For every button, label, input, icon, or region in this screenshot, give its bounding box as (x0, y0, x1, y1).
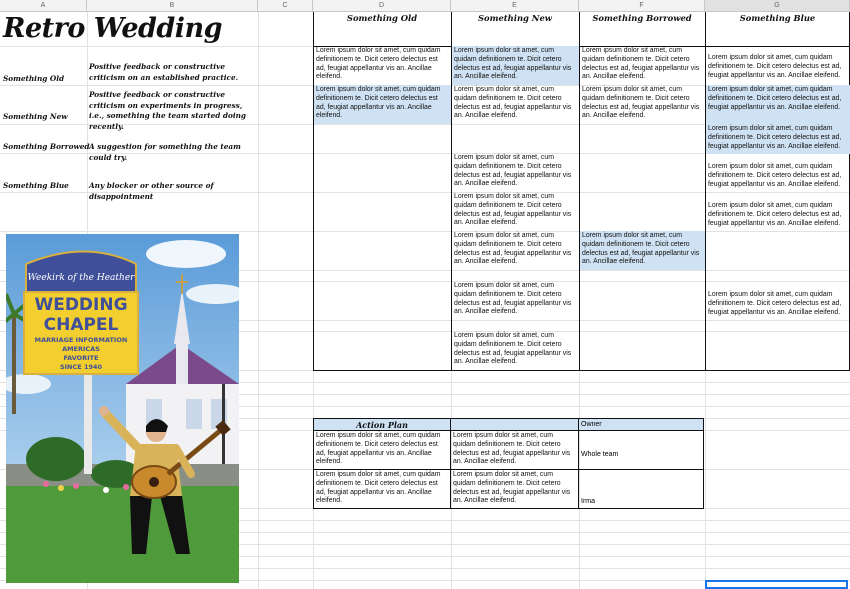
note-cell[interactable]: Lorem ipsum dolor sit amet, cum quidam definitionem te. Dicit cetero delectus est ad, feugiat appellantur vis an. Ancillae eleifend. (454, 232, 572, 266)
row-label-something-new: Something New (3, 112, 68, 121)
note-cell[interactable]: Lorem ipsum dolor sit amet, cum quidam definitionem te. Dicit cetero delectus est ad, feugiat appellantur vis an. Ancillae eleifend. (454, 86, 572, 120)
note-cell[interactable]: Lorem ipsum dolor sit amet, cum quidam definitionem te. Dicit cetero delectus est ad, feugiat appellantur vis an. Ancillae eleifend. (582, 47, 700, 81)
selected-cell[interactable] (705, 580, 848, 589)
note-cell[interactable]: Lorem ipsum dolor sit amet, cum quidam definitionem te. Dicit cetero delectus est ad, feugiat appellantur vis an. Ancillae eleifend. (454, 332, 572, 366)
sheet-title: Retro Wedding (3, 13, 223, 44)
owner-cell[interactable] (578, 469, 704, 509)
note-cell[interactable]: Lorem ipsum dolor sit amet, cum quidam definitionem te. Dicit cetero delectus est ad, feugiat appellantur vis an. Ancillae eleifend. (454, 282, 572, 316)
sign-sub-line4: SINCE 1940 (59, 363, 103, 371)
header-box (313, 12, 850, 47)
sign-main-line1: WEDDING (34, 295, 128, 315)
header-something-old: Something Old (346, 13, 418, 23)
note-cell[interactable]: Lorem ipsum dolor sit amet, cum quidam definitionem te. Dicit cetero delectus est ad, feugiat appellantur vis an. Ancillae eleifend. (316, 47, 441, 81)
row-label-something-old: Something Old (3, 74, 65, 83)
header-something-borrowed: Something Borrowed (592, 13, 692, 23)
owner-name: Irma (581, 498, 595, 505)
owner-name: Whole team (581, 451, 619, 458)
header-something-blue: Something Blue (739, 13, 816, 23)
row-desc-something-new: Positive feedback or constructive criticism on experiments in progress, i.e., something the team started doing recently. (89, 90, 247, 131)
row-desc-something-borrowed: A suggestion for something the team could try. (89, 142, 241, 162)
note-cell[interactable]: Lorem ipsum dolor sit amet, cum quidam definitionem te. Dicit cetero delectus est ad, feugiat appellantur vis an. Ancillae eleifend. (708, 163, 842, 188)
note-cell[interactable]: Lorem ipsum dolor sit amet, cum quidam definitionem te. Dicit cetero delectus est ad, feugiat appellantur vis an. Ancillae eleifend. (452, 46, 579, 85)
column-header-f[interactable]: F (579, 0, 705, 12)
row-desc-something-old: Positive feedback or constructive criticism on an established practice. (89, 62, 239, 82)
column-header-b[interactable]: B (87, 0, 258, 12)
sign-sub-line2: AMERICAS (62, 345, 100, 353)
note-cell[interactable]: Lorem ipsum dolor sit amet, cum quidam definitionem te. Dicit cetero delectus est ad, feugiat appellantur vis an. Ancillae eleifend. (706, 85, 850, 124)
note-cell[interactable]: Lorem ipsum dolor sit amet, cum quidam definitionem te. Dicit cetero delectus est ad, feugiat appellantur vis an. Ancillae eleifend. (580, 231, 705, 270)
action-plan-table (313, 418, 704, 509)
column-header-a[interactable]: A (0, 0, 87, 12)
column-header-g[interactable]: G (705, 0, 850, 12)
note-cell[interactable]: Lorem ipsum dolor sit amet, cum quidam definitionem te. Dicit cetero delectus est ad, feugiat appellantur vis an. Ancillae eleifend. (708, 291, 842, 316)
action-plan-title: Action Plan (356, 420, 408, 430)
action-item-cell[interactable]: Lorem ipsum dolor sit amet, cum quidam definitionem te. Dicit cetero delectus est ad, feugiat appellantur vis an. Ancillae eleifend. (450, 469, 579, 509)
header-something-new: Something New (477, 13, 553, 23)
wedding-chapel-photo[interactable] (6, 234, 239, 583)
owner-cell[interactable] (578, 430, 704, 470)
note-cell[interactable]: Lorem ipsum dolor sit amet, cum quidam definitionem te. Dicit cetero delectus est ad, feugiat appellantur vis an. Ancillae eleifend. (582, 86, 700, 120)
row-desc-something-blue: Any blocker or other source of disappointment (89, 181, 214, 201)
sign-sub-line1: MARRIAGE INFORMATION (34, 336, 128, 344)
note-cell[interactable]: Lorem ipsum dolor sit amet, cum quidam definitionem te. Dicit cetero delectus est ad, feugiat appellantur vis an. Ancillae eleifend. (706, 124, 850, 154)
note-cell[interactable]: Lorem ipsum dolor sit amet, cum quidam definitionem te. Dicit cetero delectus est ad, feugiat appellantur vis an. Ancillae eleifend. (708, 54, 842, 79)
column-header-c[interactable]: C (258, 0, 313, 12)
row-label-something-borrowed: Something Borrowed (3, 142, 90, 151)
note-cell[interactable]: Lorem ipsum dolor sit amet, cum quidam definitionem te. Dicit cetero delectus est ad, feugiat appellantur vis an. Ancillae eleifend. (708, 202, 842, 227)
column-header-d[interactable]: D (313, 0, 451, 12)
note-cell[interactable]: Lorem ipsum dolor sit amet, cum quidam definitionem te. Dicit cetero delectus est ad, feugiat appellantur vis an. Ancillae eleifend. (454, 154, 572, 188)
note-cell[interactable]: Lorem ipsum dolor sit amet, cum quidam definitionem te. Dicit cetero delectus est ad, feugiat appellantur vis an. Ancillae eleifend. (314, 85, 451, 124)
action-item-cell[interactable]: Lorem ipsum dolor sit amet, cum quidam definitionem te. Dicit cetero delectus est ad, feugiat appellantur vis an. Ancillae eleifend. (450, 430, 579, 470)
note-cell[interactable]: Lorem ipsum dolor sit amet, cum quidam definitionem te. Dicit cetero delectus est ad, feugiat appellantur vis an. Ancillae eleifend. (454, 193, 572, 227)
row-label-something-blue: Something Blue (3, 181, 69, 190)
owner-label: Owner (581, 421, 602, 428)
action-item-cell[interactable]: Lorem ipsum dolor sit amet, cum quidam definitionem te. Dicit cetero delectus est ad, feugiat appellantur vis an. Ancillae eleifend. (313, 469, 451, 509)
action-item-cell[interactable]: Lorem ipsum dolor sit amet, cum quidam definitionem te. Dicit cetero delectus est ad, feugiat appellantur vis an. Ancillae eleifend. (313, 430, 451, 470)
sign-top-text: Weekirk of the Heather (27, 273, 135, 283)
column-header-e[interactable]: E (451, 0, 579, 12)
sign-main-line2: CHAPEL (43, 315, 119, 335)
sign-sub-line3: FAVORITE (63, 354, 99, 362)
